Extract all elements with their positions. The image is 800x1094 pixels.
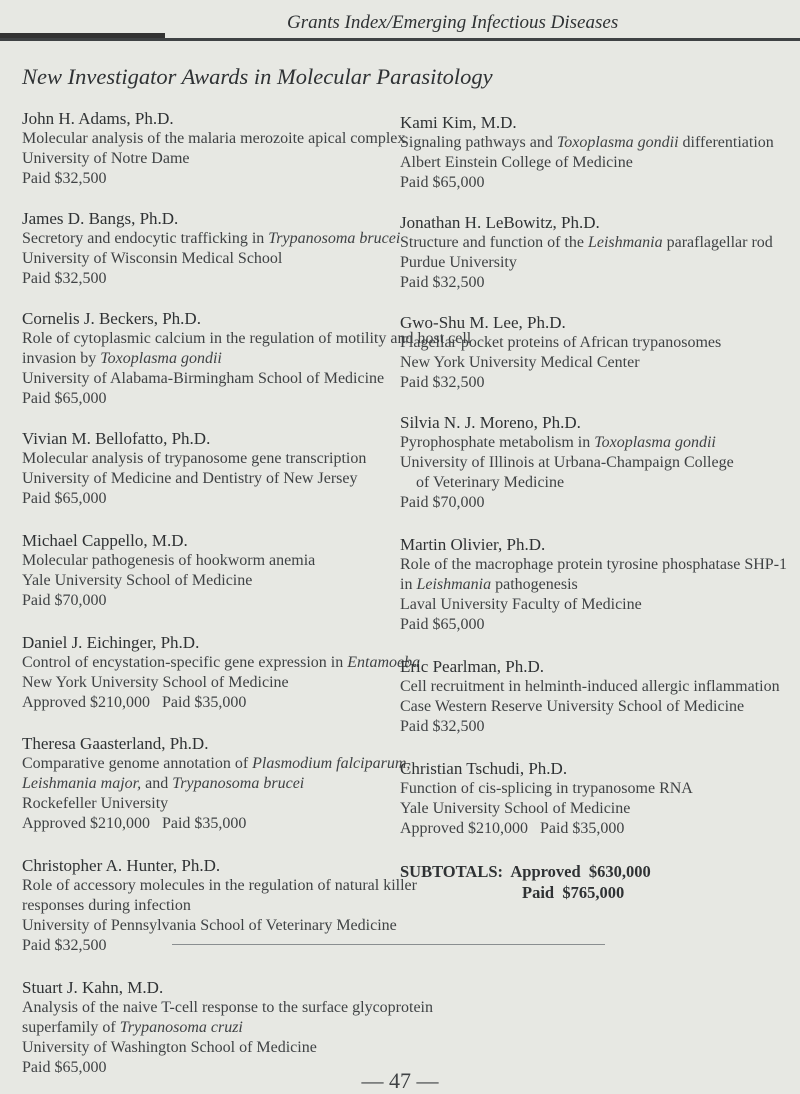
grant-entry bbox=[400, 113, 795, 193]
grant-amount: Paid $65,000 bbox=[22, 1059, 107, 1076]
investigator-name: Jonathan H. LeBowitz, Ph.D. bbox=[400, 213, 600, 232]
project-title: Molecular analysis of trypanosome gene transcription bbox=[22, 450, 367, 467]
institution: University of Notre Dame bbox=[22, 150, 190, 167]
project-title-text: Comparative genome annotation of bbox=[22, 755, 253, 772]
organism-name: Leishmania bbox=[587, 234, 663, 251]
project-title-text: and bbox=[141, 775, 173, 792]
investigator-name: Daniel J. Eichinger, Ph.D. bbox=[22, 633, 200, 652]
organism-name: Trypanosoma cruzi bbox=[119, 1019, 243, 1036]
grant-amount: Paid $32,500 bbox=[400, 274, 485, 291]
investigator-name: Christian Tschudi, Ph.D. bbox=[400, 759, 568, 778]
grant-entry bbox=[22, 209, 402, 289]
institution: New York University School of Medicine bbox=[22, 674, 289, 691]
project-title-text: Secretory and endocytic trafficking in bbox=[22, 230, 269, 247]
institution: Rockefeller University bbox=[22, 795, 169, 812]
project-title-continued bbox=[22, 1018, 402, 1038]
organism-name: Trypanosoma brucei bbox=[268, 230, 401, 247]
institution: University of Illinois at Urbana-Champaign College bbox=[400, 454, 734, 471]
grant-amount: Paid $32,500 bbox=[22, 170, 107, 187]
institution: Yale University School of Medicine bbox=[22, 572, 253, 589]
investigator-name: Martin Olivier, Ph.D. bbox=[400, 535, 546, 554]
investigator-name: James D. Bangs, Ph.D. bbox=[22, 209, 179, 228]
grant-amount: Paid $70,000 bbox=[22, 592, 107, 609]
organism-name: Plasmodium falciparum, bbox=[252, 755, 411, 772]
institution: University of Medicine and Dentistry of New Jersey bbox=[22, 470, 358, 487]
page-header bbox=[0, 0, 800, 48]
project-title bbox=[22, 229, 402, 249]
section-divider bbox=[172, 944, 605, 945]
institution: Laval University Faculty of Medicine bbox=[400, 596, 642, 613]
project-title bbox=[22, 754, 411, 774]
subtotals-paid: Paid $765,000 bbox=[522, 883, 625, 902]
project-title: Role of the macrophage protein tyrosine phosphatase SHP-1 bbox=[400, 556, 788, 573]
investigator-name: Vivian M. Bellofatto, Ph.D. bbox=[22, 429, 211, 448]
investigator-name: Theresa Gaasterland, Ph.D. bbox=[22, 734, 209, 753]
running-header-title: Grants Index/Emerging Infectious Diseases bbox=[283, 12, 622, 34]
investigator-name: Eric Pearlman, Ph.D. bbox=[400, 657, 544, 676]
institution-continued: of Veterinary Medicine bbox=[416, 474, 565, 491]
project-title-continued bbox=[400, 575, 795, 595]
project-title-text: paraflagellar rod bbox=[662, 234, 773, 251]
organism-name: Leishmania bbox=[416, 576, 492, 593]
project-title: Molecular analysis of the malaria merozoite apical complex bbox=[22, 130, 406, 147]
grant-amount: Paid $65,000 bbox=[22, 490, 107, 507]
organism-name: Entamoeba bbox=[347, 654, 421, 671]
project-title: Molecular pathogenesis of hookworm anemia bbox=[22, 552, 316, 569]
project-title-text: pathogenesis bbox=[491, 576, 578, 593]
grant-amount: Approved $210,000 Paid $35,000 bbox=[22, 694, 247, 711]
grant-entry bbox=[22, 734, 411, 834]
project-title bbox=[400, 233, 795, 253]
grant-amount: Approved $210,000 Paid $35,000 bbox=[22, 815, 247, 832]
grant-entry bbox=[22, 429, 402, 509]
grant-amount: Approved $210,000 Paid $35,000 bbox=[400, 820, 625, 837]
project-title: Role of cytoplasmic calcium in the regulation of motility and host cell bbox=[22, 330, 472, 347]
grant-entry bbox=[22, 978, 433, 1078]
investigator-name: Christopher A. Hunter, Ph.D. bbox=[22, 856, 221, 875]
grant-entry bbox=[400, 313, 795, 393]
project-title-text: superfamily of bbox=[22, 1019, 120, 1036]
project-title-text: Control of encystation-specific gene expression in bbox=[22, 654, 348, 671]
institution: New York University Medical Center bbox=[400, 354, 640, 371]
subtotals-label: SUBTOTALS: bbox=[400, 862, 504, 881]
project-title-text: differentiation bbox=[678, 134, 774, 151]
project-title-text: Signaling pathways and bbox=[400, 134, 557, 151]
subtotals bbox=[400, 861, 795, 903]
subtotals-approved-line bbox=[400, 861, 795, 882]
organism-name: Toxoplasma gondii bbox=[556, 134, 679, 151]
institution: Purdue University bbox=[400, 254, 517, 271]
project-title-text: in bbox=[400, 576, 417, 593]
grant-entry bbox=[400, 535, 795, 635]
project-title: Role of accessory molecules in the regulation of natural killer bbox=[22, 877, 417, 894]
project-title: Function of cis-splicing in trypanosome RNA bbox=[400, 780, 693, 797]
grant-entry bbox=[400, 213, 795, 293]
institution: Case Western Reserve University School of Medicine bbox=[400, 698, 745, 715]
grant-entry bbox=[400, 413, 795, 513]
subtotals-approved: Approved $630,000 bbox=[510, 862, 651, 881]
project-title-text: Structure and function of the bbox=[400, 234, 588, 251]
investigator-name: Silvia N. J. Moreno, Ph.D. bbox=[400, 413, 581, 432]
investigator-name: Cornelis J. Beckers, Ph.D. bbox=[22, 309, 201, 328]
grant-amount: Paid $32,500 bbox=[400, 718, 485, 735]
grant-amount: Paid $32,500 bbox=[22, 270, 107, 287]
project-title-continued bbox=[22, 774, 402, 794]
right-column bbox=[400, 113, 795, 903]
project-title-continued bbox=[22, 349, 402, 369]
investigator-name: Gwo-Shu M. Lee, Ph.D. bbox=[400, 313, 566, 332]
grant-amount: Paid $65,000 bbox=[400, 174, 485, 191]
grant-entry bbox=[400, 759, 795, 839]
institution: University of Washington School of Medicine bbox=[22, 1039, 317, 1056]
investigator-name: Stuart J. Kahn, M.D. bbox=[22, 978, 164, 997]
organism-name: Toxoplasma gondii bbox=[100, 350, 222, 367]
project-title bbox=[400, 133, 795, 153]
project-title: Flagellar pocket proteins of African trypanosomes bbox=[400, 334, 722, 351]
grant-amount: Paid $70,000 bbox=[400, 494, 485, 511]
investigator-name: Michael Cappello, M.D. bbox=[22, 531, 188, 550]
page-title: New Investigator Awards in Molecular Parasitology bbox=[22, 64, 493, 89]
organism-name: Leishmania major, bbox=[22, 775, 142, 792]
investigator-name: John H. Adams, Ph.D. bbox=[22, 109, 174, 128]
grant-entry bbox=[22, 856, 417, 956]
grant-amount: Paid $65,000 bbox=[22, 390, 107, 407]
page-number: — 47 — bbox=[361, 1068, 439, 1093]
project-title-continued: responses during infection bbox=[22, 897, 191, 914]
institution: Yale University School of Medicine bbox=[400, 800, 631, 817]
institution: University of Pennsylvania School of Veterinary Medicine bbox=[22, 917, 397, 934]
grant-entry bbox=[22, 109, 406, 189]
grant-entry bbox=[22, 531, 402, 611]
institution: University of Wisconsin Medical School bbox=[22, 250, 283, 267]
grant-amount: Paid $32,500 bbox=[22, 937, 107, 954]
project-title-text: invasion by bbox=[22, 350, 101, 367]
project-title-text: Pyrophosphate metabolism in bbox=[400, 434, 595, 451]
organism-name: Toxoplasma gondii bbox=[594, 434, 716, 451]
grant-amount: Paid $65,000 bbox=[400, 616, 485, 633]
project-title: Analysis of the naive T-cell response to the surface glycoprotein bbox=[22, 999, 433, 1016]
organism-name: Trypanosoma brucei bbox=[172, 775, 305, 792]
project-title: Cell recruitment in helminth-induced allergic inflammation bbox=[400, 678, 780, 695]
institution: University of Alabama-Birmingham School of Medicine bbox=[22, 370, 385, 387]
grant-entry bbox=[22, 633, 421, 713]
institution: Albert Einstein College of Medicine bbox=[400, 154, 633, 171]
project-title bbox=[22, 653, 421, 673]
grant-amount: Paid $32,500 bbox=[400, 374, 485, 391]
project-title bbox=[400, 433, 795, 453]
grant-entry bbox=[400, 657, 795, 737]
header-rule bbox=[0, 38, 800, 41]
investigator-name: Kami Kim, M.D. bbox=[400, 113, 517, 132]
